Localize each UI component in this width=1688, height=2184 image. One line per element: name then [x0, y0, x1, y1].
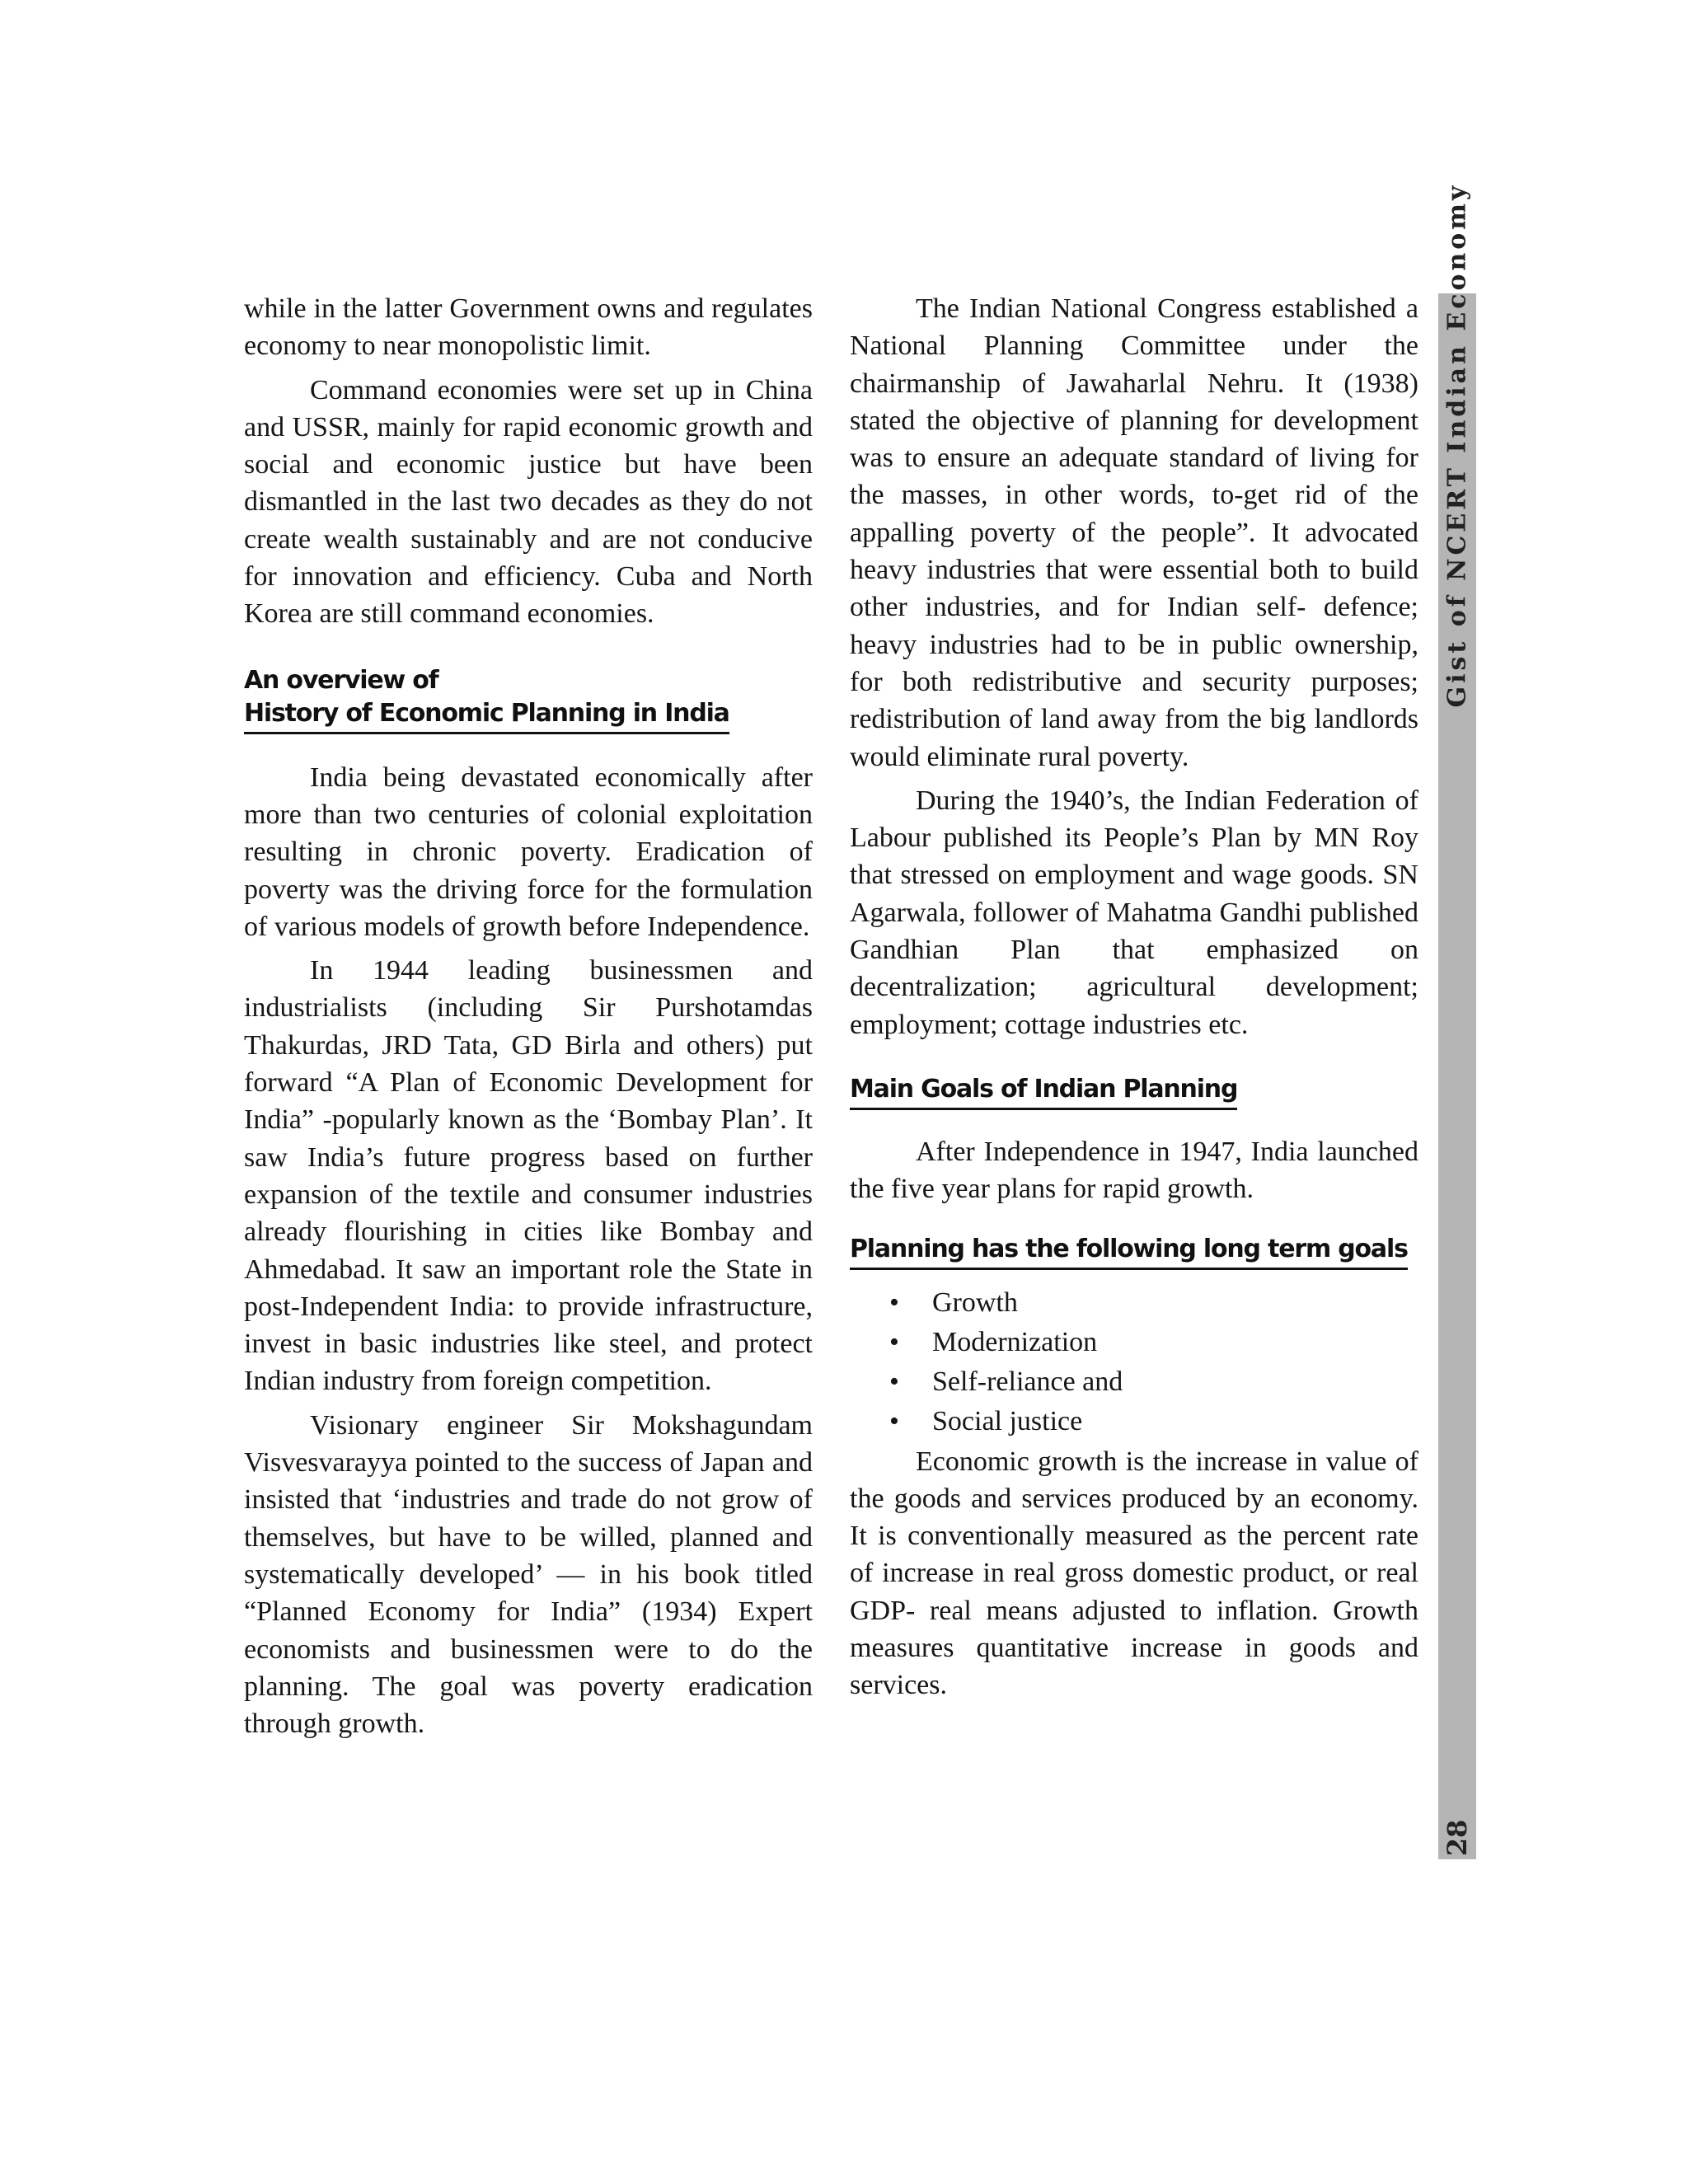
list-item: • Modernization: [932, 1323, 1418, 1362]
heading-long-term-goals-text: Planning has the following long term goals: [850, 1233, 1408, 1270]
paragraph-bombay-plan: In 1944 leading businessmen and industrialists (including Sir Purshotamdas Thakurdas, JRD Tata, GD Birla and others) put forward “A Plan of Economic Development for India” -popularly known as the ‘Bombay Plan’. It saw India’s future progress based on further expansion of the textile and consumer industries already flourishing in cities like Bombay and Ahmedabad. It saw an important role the State in post-Independent India: to provide infrastructure, invest in basic industries like steel, and protect Indian industry from foreign competition.: [244, 955, 813, 1397]
paragraph-colonial-poverty: India being devastated economically after more than two centuries of colonial exploitation resulting in chronic poverty. Eradication of poverty was the driving force for the formulation of various models of growth before Independence.: [244, 762, 813, 942]
section-heading-long-term-goals: [850, 1233, 1418, 1270]
paragraph-peoples-plan: During the 1940’s, the Indian Federation of Labour published its People’s Plan by MN Roy that stressed on employment and wage goods. SN Agarwala, follower of Mahatma Gandhi published Gandhian Plan that emphasized on decentralization; agricultural development; employment; cottage industries etc.: [850, 785, 1418, 1040]
section-heading-main-goals: [850, 1073, 1418, 1110]
paragraph-command-intro: while in the latter Government owns and regulates economy to near monopolistic limit.: [244, 293, 813, 362]
long-term-goals-list: [850, 1283, 1418, 1441]
right-column: [850, 290, 1418, 1711]
left-column: [244, 290, 813, 1749]
page-number: 28: [1442, 1819, 1473, 1857]
section-heading-planning-history: [244, 664, 813, 734]
paragraph-national-planning-committee: The Indian National Congress established a National Planning Committee under the chairmanship of Jawaharlal Nehru. It (1938) stated the objective of planning for development was to ensure an adequate standard of living for the masses, in other words, to-get rid of the appalling poverty of the people”. It advocated heavy industries that were essential both to build other industries, and for Indian self- defence; heavy industries had to be in public ownership, for both redistributive and security purposes; redistribution of land away from the big landlords would eliminate rural poverty.: [850, 293, 1418, 772]
running-title: Gist of NCERT Indian Economy: [1442, 182, 1472, 708]
paragraph-visvesvarayya: Visionary engineer Sir Mokshagundam Visvesvarayya pointed to the success of Japan and insisted that ‘industries and trade do not grow of themselves, but have to be willed, planned and systematically developed’ — in his book titled “Planned Economy for India” (1934) Expert economists and businessmen were to do the planning. The goal was poverty eradication through growth.: [244, 1409, 813, 1740]
list-item: • Social justice: [932, 1402, 1418, 1441]
heading-line-1: An overview of: [244, 665, 438, 695]
list-item: • Growth: [932, 1283, 1418, 1323]
list-item: • Self-reliance and: [932, 1362, 1418, 1402]
heading-main-goals-text: Main Goals of Indian Planning: [850, 1073, 1237, 1110]
paragraph-economic-growth: Economic growth is the increase in value of the goods and services produced by an economy. It is conventionally measured as the percent rate of increase in real gross domestic product, or real GDP- real means adjusted to inflation. Growth measures quantitative increase in goods and services.: [850, 1446, 1418, 1701]
heading-line-2: History of Economic Planning in India: [244, 697, 729, 734]
paragraph-command-economies: Command economies were set up in China and USSR, mainly for rapid economic growth and social and economic justice but have been dismantled in the last two decades as they do not create wealth sustainably and are not conducive for innovation and efficiency. Cuba and North Korea are still command economies.: [244, 374, 813, 630]
paragraph-five-year-plans: After Independence in 1947, India launched the five year plans for rapid growth.: [850, 1136, 1418, 1205]
